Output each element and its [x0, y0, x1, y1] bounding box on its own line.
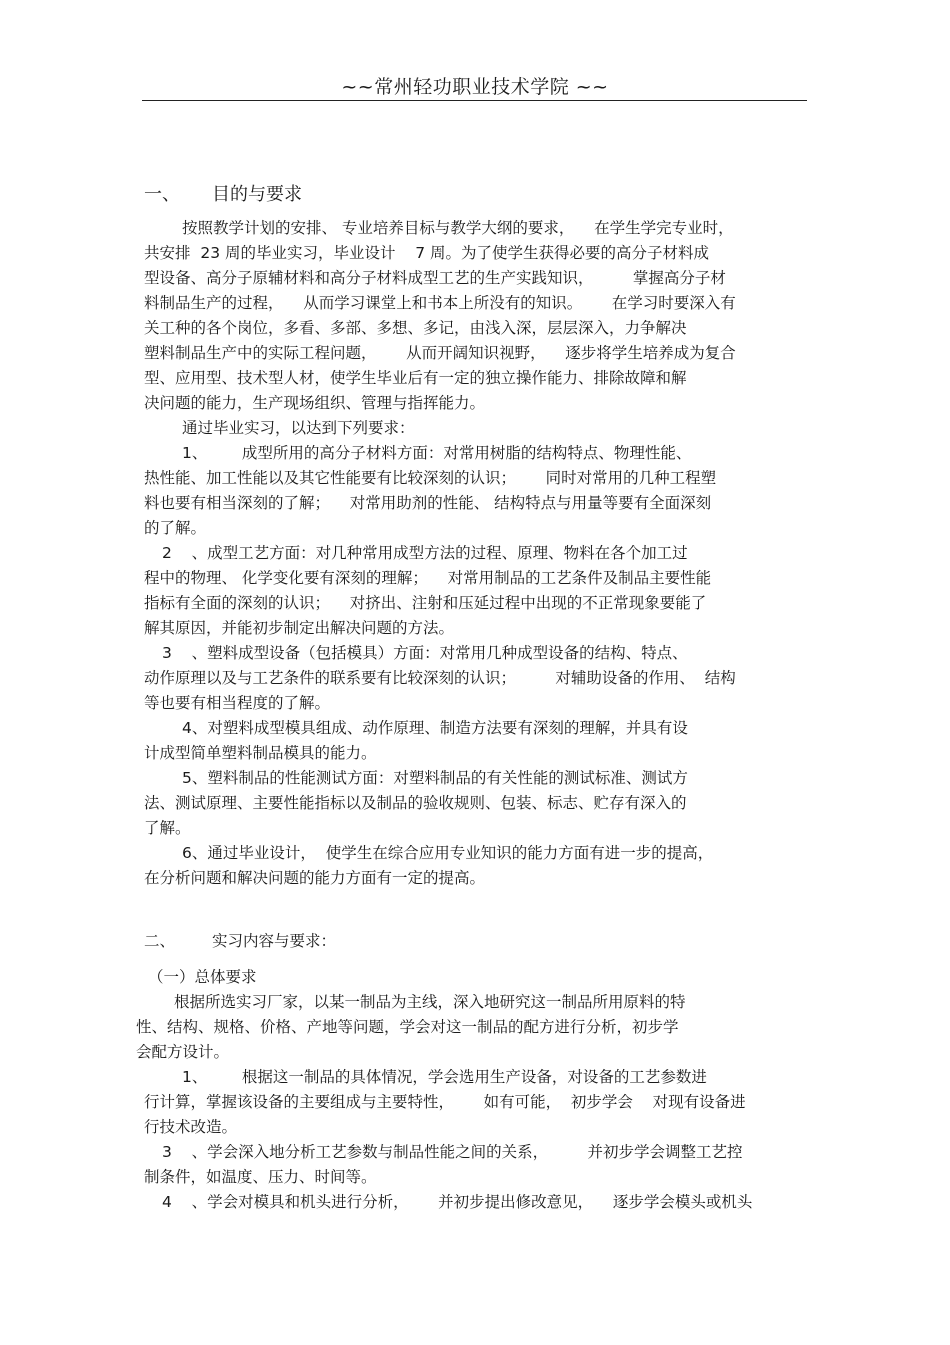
section2-line: 行技术改造。	[144, 1118, 238, 1136]
section2-line: 会配方设计。	[136, 1043, 230, 1061]
section1-line: 5、塑料制品的性能测试方面：对塑料制品的有关性能的测试标准、测试方	[182, 769, 688, 787]
section2-subheading: （一）总体要求	[148, 968, 257, 986]
page-header-title: ~~常州轻功职业技术学院 ~~	[341, 76, 609, 98]
section1-line: 4、对塑料成型模具组成、动作原理、制造方法要有深刻的理解，并具有设	[182, 719, 688, 737]
section1-line: 1、 成型所用的高分子材料方面：对常用树脂的结构特点、物理性能、	[182, 444, 692, 462]
section1-line: 按照教学计划的安排、 专业培养目标与教学大纲的要求， 在学生学完专业时，	[182, 219, 734, 237]
section1-line: 等也要有相当程度的了解。	[144, 694, 331, 712]
section1-line: 料制品生产的过程， 从而学习课堂上和书本上所没有的知识。 在学习时要深入有	[144, 294, 736, 312]
section1-line: 关工种的各个岗位，多看、多部、多想、多记，由浅入深，层层深入，力争解决	[144, 319, 687, 337]
section1-line: 共安排 23 周的毕业实习，毕业设计 7 周。为了使学生获得必要的高分子材料成	[144, 244, 710, 262]
section2-line: 1、 根据这一制品的具体情况，学会选用生产设备，对设备的工艺参数进	[182, 1068, 707, 1086]
section2-title: 实习内容与要求：	[212, 932, 337, 950]
section1-line: 法、测试原理、主要性能指标以及制品的验收规则、包装、标志、贮存有深入的	[144, 794, 687, 812]
section1-line: 6、通过毕业设计， 使学生在综合应用专业知识的能力方面有进一步的提高，	[182, 844, 714, 862]
section2-line: 根据所选实习厂家，以某一制品为主线，深入地研究这一制品所用原料的特	[174, 993, 686, 1011]
section1-line: 型、应用型、技术型人材，使学生毕业后有一定的独立操作能力、排除故障和解	[144, 369, 687, 387]
section1-number: 一、	[144, 184, 180, 205]
section2-number: 二、	[144, 932, 176, 950]
section1-line: 了解。	[144, 819, 191, 837]
section2-line: 4 、学会对模具和机头进行分析， 并初步提出修改意见， 逐步学会模头或机头	[162, 1193, 753, 1211]
section1-line: 决问题的能力，生产现场组织、管理与指挥能力。	[144, 394, 486, 412]
section1-line: 热性能、加工性能以及其它性能要有比较深刻的认识； 同时对常用的几种工程塑	[144, 469, 717, 487]
section1-line: 3 、塑料成型设备（包括模具）方面：对常用几种成型设备的结构、特点、	[162, 644, 688, 662]
section2-line: 制条件，如温度、压力、时间等。	[144, 1168, 377, 1186]
section1-title: 目的与要求	[212, 184, 302, 205]
section1-line: 2 、成型工艺方面：对几种常用成型方法的过程、原理、物料在各个加工过	[162, 544, 688, 562]
section2-line: 性、结构、规格、价格、产地等问题，学会对这一制品的配方进行分析，初步学	[136, 1018, 679, 1036]
section1-line: 型设备、高分子原辅材料和高分子材料成型工艺的生产实践知识， 掌握高分子材	[144, 269, 726, 287]
section1-line: 塑料制品生产中的实际工程问题， 从而开阔知识视野， 逐步将学生培养成为复合	[144, 344, 736, 362]
section1-line: 料也要有相当深刻的了解； 对常用助剂的性能、 结构特点与用量等要有全面深刻	[144, 494, 712, 512]
section2-line: 3 、学会深入地分析工艺参数与制品性能之间的关系， 并初步学会调整工艺控	[162, 1143, 743, 1161]
section1-line: 解其原因，并能初步制定出解决问题的方法。	[144, 619, 455, 637]
section1-line: 动作原理以及与工艺条件的联系要有比较深刻的认识； 对辅助设备的作用、 结构	[144, 669, 736, 687]
section1-line: 的了解。	[144, 519, 207, 537]
section1-line: 程中的物理、 化学变化要有深刻的理解； 对常用制品的工艺条件及制品主要性能	[144, 569, 712, 587]
section1-line: 计成型简单塑料制品模具的能力。	[144, 744, 377, 762]
section1-line: 在分析问题和解决问题的能力方面有一定的提高。	[144, 869, 486, 887]
section1-line: 指标有全面的深刻的认识； 对挤出、注射和压延过程中出现的不正常现象要能了	[144, 594, 707, 612]
header-divider	[142, 100, 807, 101]
section1-line: 通过毕业实习，以达到下列要求：	[182, 419, 415, 437]
section2-line: 行计算，掌握该设备的主要组成与主要特性， 如有可能， 初步学会 对现有设备进	[144, 1093, 746, 1111]
